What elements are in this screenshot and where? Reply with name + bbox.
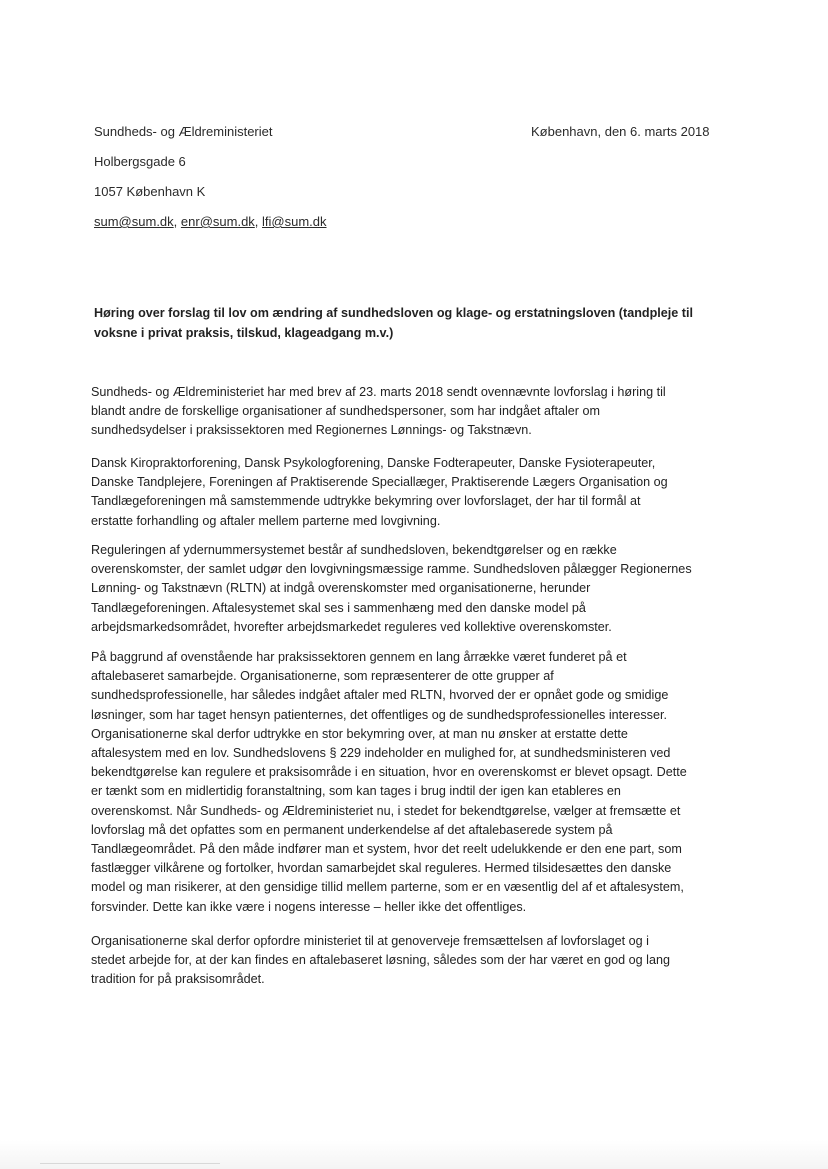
recipient-street: Holbergsgade 6	[94, 154, 186, 169]
text-line: løsninger, som har taget hensyn patienternes, det offentliges og de sundhedsprofessionelles interesser.	[91, 707, 667, 722]
text-line: er tænkt som en midlertidig foranstaltning, som kan tages i brug indtil der igen kan etableres en	[91, 784, 621, 799]
text-line: På baggrund af ovenstående har praksissektoren gennem en lang årrække været funderet på et	[91, 650, 627, 664]
paragraph-1	[91, 383, 741, 441]
text-line: Danske Tandplejere, Foreningen af Praktiserende Speciallæger, Praktiserende Lægers Organisation og	[91, 475, 668, 490]
subject-line: Høring over forslag til lov om ændring af sundhedsloven og klage- og erstatningsloven (tandpleje til	[94, 306, 693, 320]
text-line: Organisationerne skal derfor opfordre ministeriet til at genoverveje fremsættelsen af lovforslaget og i	[91, 934, 649, 948]
email-separator: ,	[173, 214, 181, 229]
text-line: stedet arbejde for, at der kan findes en aftalebaseret løsning, således som der har været en god og lang	[91, 953, 670, 968]
text-line: Reguleringen af ydernummersystemet består af sundhedsloven, bekendtgørelser og en række	[91, 543, 617, 557]
letter-subject	[94, 303, 734, 343]
recipient-name: Sundheds- og Ældreministeriet	[94, 124, 273, 139]
paragraph-3	[91, 541, 741, 637]
text-line: fastlægger vilkårene og fortolker, hvordan samarbejdet skal reguleres. Hermed tilsidesættes den danske	[91, 861, 672, 876]
recipient-emails	[94, 214, 327, 230]
text-line: arbejdsmarkedsområdet, hvorefter arbejdsmarkedet reguleres ved kollektive overenskomster.	[91, 619, 612, 634]
text-line: Tandlægeforeningen må samstemmende udtrykke bekymring over lovforslaget, der har til formål at	[91, 494, 641, 509]
text-line: aftalesystem med en lov. Sundhedslovens § 229 indeholder en mulighed for, at sundhedsministeren ved	[91, 746, 671, 761]
text-line: aftalebaseret samarbejde. Organisationerne, som repræsenterer de otte grupper af	[91, 669, 554, 684]
text-line: model og man risikerer, at den gensidige tillid mellem parterne, som er en væsentlig del af et aftalesystem,	[91, 880, 684, 895]
text-line: Lønning- og Takstnævn (RLTN) at indgå overenskomster med organisationerne, herunder	[91, 581, 591, 596]
text-line: Tandlægeområdet. På den måde indfører man et system, hvor det reelt udelukkende er den ene part, som	[91, 842, 682, 857]
footer-rule	[40, 1163, 220, 1164]
text-line: lovforslag må det opfattes som en permanent underkendelse af det aftalebaserede system på	[91, 822, 613, 837]
text-line: forsvinder. Dette kan ikke være i nogens interesse – heller ikke det offentliges.	[91, 899, 527, 914]
paragraph-4	[91, 648, 741, 917]
date-line: København, den 6. marts 2018	[531, 124, 710, 139]
email-separator: ,	[254, 214, 263, 229]
paragraph-2	[91, 454, 741, 531]
email-link[interactable]: enr@sum.dk	[180, 214, 255, 229]
text-line: Organisationerne skal derfor udtrykke en stor bekymring over, at man nu ønsker at erstatte dette	[91, 726, 628, 741]
text-line: sundhedsydelser i praksissektoren med Regionernes Lønnings- og Takstnævn.	[91, 423, 532, 438]
email-link[interactable]: sum@sum.dk	[94, 214, 174, 229]
paragraph-5	[91, 932, 741, 990]
recipient-city: 1057 København K	[94, 184, 206, 199]
text-line: overenskomst. Når Sundheds- og Ældreministeriet nu, i stedet for bekendtgørelse, vælger at fremsætte et	[91, 803, 681, 818]
text-line: sundhedsprofessionelle, har således indgået aftaler med RLTN, hvorved der er opnået gode og smidige	[91, 688, 669, 703]
text-line: blandt andre de forskellige organisationer af sundhedspersoner, som har indgået aftaler om	[91, 404, 600, 419]
text-line: tradition for på praksisområdet.	[91, 972, 265, 987]
text-line: erstatte forhandling og aftaler mellem parterne med lovgivning.	[91, 513, 441, 528]
subject-line: voksne i privat praksis, tilskud, klageadgang m.v.)	[94, 326, 394, 340]
text-line: overenskomster, der samlet udgør den lovgivningsmæssige ramme. Sundhedsloven pålægger Regionernes	[91, 562, 692, 577]
text-line: Dansk Kiropraktorforening, Dansk Psykologforening, Danske Fodterapeuter, Danske Fysioterapeuter,	[91, 456, 656, 470]
scan-shadow	[0, 1140, 828, 1169]
text-line: Tandlægeforeningen. Aftalesystemet skal ses i sammenhæng med den danske model på	[91, 600, 586, 615]
text-line: Sundheds- og Ældreministeriet har med brev af 23. marts 2018 sendt ovennævnte lovforslag i høring til	[91, 385, 666, 399]
email-link[interactable]: lfi@sum.dk	[262, 214, 327, 229]
text-line: bekendtgørelse kan regulere et praksisområde i en situation, hvor en overenskomst er blevet opsagt. Dette	[91, 765, 687, 780]
